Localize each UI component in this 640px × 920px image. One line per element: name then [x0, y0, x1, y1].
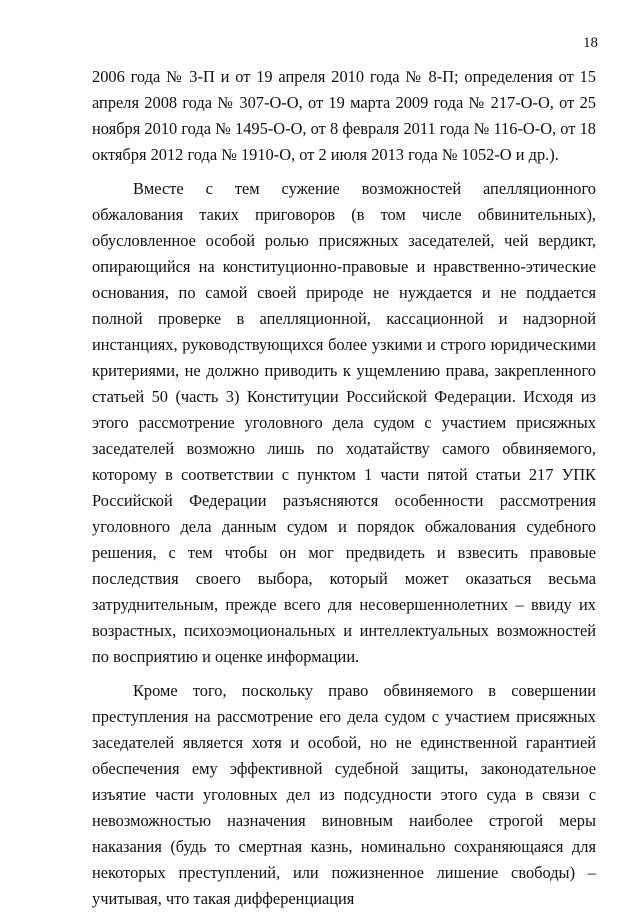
paragraph-appeal-limits: Вместе с тем сужение возможностей апелляционного обжалования таких приговоров (в том числе обвинительных), обусловленное особой ролью присяжных заседателей, чей вердикт, опирающийся на конституционно-правовые и нравственно-этические основания, по самой своей природе не нуждается и не поддается полной проверке в апелляционной, кассационной и надзорной инстанциях, руководствующихся более узкими и строго юридическими критериями, не должно приводить к ущемлению права, закрепленного статьей 50 (часть 3) Конституции Российской Федерации. Исходя из этого рассмотрение уголовного дела судом с участием присяжных заседателей возможно лишь по ходатайству самого обвиняемого, которому в соответствии с пунктом 1 части пятой статьи 217 УПК Российской Федерации разъясняются особенности рассмотрения уголовного дела данным судом и порядок обжалования судебного решения, с тем чтобы он мог предвидеть и взвесить правовые последствия своего выбора, который может оказаться весьма затруднительным, прежде всего для несовершеннолетних – ввиду их возрастных, психоэмоциональных и интеллектуальных возможностей по восприятию и оценке информации. [92, 179, 596, 666]
page-number: 18 [583, 35, 598, 51]
paragraph-continuation: 2006 года № 3-П и от 19 апреля 2010 года № 8-П; определения от 15 апреля 2008 года № 307-О-О, от 19 марта 2009 года № 217-О-О, от 25 ноября 2010 года № 1495-О-О, от 8 февраля 2011 года № 116-О-О, от 18 октября 2012 года № 1910-О, от 2 июля 2013 года № 1052-О и др.). [92, 67, 596, 164]
paragraph-jury-right: Кроме того, поскольку право обвиняемого в совершении преступления на рассмотрение его дела судом с участием присяжных заседателей является хотя и особой, но не единственной гарантией обеспечения ему эффективной судебной защиты, законодательное изъятие части уголовных дел из подсудности этого суда в связи с невозможностью назначения виновным наиболее строгой меры наказания (будь то смертная казнь, номинально сохраняющаяся для некоторых преступлений, или пожизненное лишение свободы) – учитывая, что такая дифференциация [92, 681, 596, 908]
document-body [92, 64, 596, 920]
